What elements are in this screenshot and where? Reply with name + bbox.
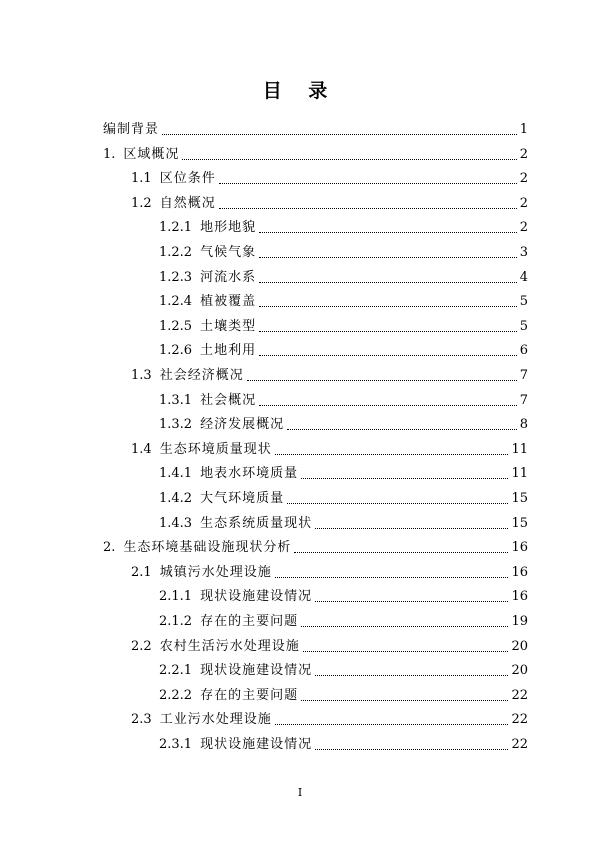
toc-entry[interactable] <box>159 237 528 261</box>
toc-entry-page: 11 <box>511 441 528 457</box>
toc-entry-number: 1.4.1 <box>159 466 193 482</box>
toc-dot-leader <box>162 133 517 135</box>
toc-dot-leader <box>275 723 509 725</box>
toc-entry-title: 经济发展概况 <box>200 417 285 433</box>
toc-entry-title: 工业污水处理设施 <box>159 712 272 728</box>
toc-entry[interactable] <box>159 729 528 753</box>
toc-entry-page: 15 <box>511 491 528 506</box>
toc-dot-leader <box>275 453 509 455</box>
toc-entry-number: 2.2.2 <box>159 687 193 703</box>
toc-entry-title: 编制背景 <box>103 122 160 137</box>
toc-entry-title: 生态系统质量现状 <box>200 515 313 531</box>
toc-entry-title: 土地利用 <box>200 343 257 359</box>
toc-entry-title: 河流水系 <box>200 269 257 285</box>
toc-entry[interactable] <box>103 139 528 163</box>
toc-entry[interactable] <box>131 557 528 581</box>
toc-dot-leader <box>259 404 517 406</box>
page-number: I <box>297 786 303 799</box>
toc-entry-number: 1. <box>103 146 116 162</box>
toc-entry[interactable] <box>103 532 528 556</box>
toc-entry-number: 2.1 <box>131 564 152 580</box>
toc-dot-leader <box>219 182 517 184</box>
toc-entry-page: 11 <box>511 466 528 482</box>
toc-entry-number: 1.2.4 <box>159 294 193 310</box>
toc-entry-page: 16 <box>511 564 528 580</box>
toc-entry[interactable] <box>159 311 528 335</box>
toc-entry-number: 1.4.3 <box>159 515 193 531</box>
toc-dot-leader <box>259 256 517 258</box>
toc-entry[interactable] <box>131 631 528 655</box>
toc-entry-page: 3 <box>519 245 528 260</box>
toc-entry-number: 1.3.1 <box>159 392 193 408</box>
toc-entry-title: 农村生活污水处理设施 <box>159 638 300 654</box>
toc-entry-number: 2.2.1 <box>159 663 193 679</box>
toc-entry-number: 2.3 <box>131 712 152 728</box>
toc-dot-leader <box>247 379 517 381</box>
toc-entry-number: 1.2.3 <box>159 269 193 285</box>
toc-entry-number: 2.3.1 <box>159 737 193 752</box>
toc-entry-number: 1.2.5 <box>159 318 193 334</box>
toc-dot-leader <box>315 600 508 602</box>
toc-dot-leader <box>301 625 508 627</box>
toc-entry-title: 生态环境质量现状 <box>159 441 272 457</box>
toc-entry[interactable] <box>159 458 528 482</box>
toc-dot-leader <box>301 699 508 701</box>
toc-dot-leader <box>315 527 508 529</box>
toc-entry-number: 1.3.2 <box>159 417 193 433</box>
toc-entry-page: 16 <box>511 589 528 605</box>
toc-entry[interactable] <box>131 188 528 212</box>
toc-dot-leader <box>219 207 517 209</box>
toc-entry-page: 5 <box>519 294 528 310</box>
toc-entry[interactable] <box>159 606 528 630</box>
toc-entry-title: 城镇污水处理设施 <box>159 564 272 580</box>
toc-title: 目 录 <box>262 80 338 102</box>
toc-entry-title: 生态环境基础设施现状分析 <box>123 540 292 556</box>
toc-dot-leader <box>259 305 517 307</box>
toc-dot-leader <box>294 551 508 553</box>
toc-entry-page: 22 <box>511 712 528 728</box>
toc-entry-page: 7 <box>519 392 528 408</box>
toc-entry-title: 地形地貌 <box>200 220 257 236</box>
toc-entry-number: 2.1.1 <box>159 589 193 605</box>
toc-entry-page: 7 <box>519 368 528 383</box>
toc-entry[interactable] <box>159 286 528 310</box>
toc-entry[interactable] <box>159 409 528 433</box>
toc-entry-title: 自然概况 <box>159 195 216 211</box>
toc-entry-page: 22 <box>511 737 528 752</box>
toc-dot-leader <box>301 477 508 479</box>
toc-entry-page: 16 <box>511 540 528 556</box>
toc-entry[interactable] <box>159 655 528 679</box>
toc-entry[interactable] <box>131 704 528 728</box>
toc-entry-title: 地表水环境质量 <box>200 466 299 482</box>
toc-entry[interactable] <box>131 163 528 187</box>
toc-dot-leader <box>287 502 508 504</box>
toc-dot-leader <box>182 158 516 160</box>
toc-entry-page: 19 <box>511 614 528 629</box>
toc-entry-title: 社会经济概况 <box>159 368 244 383</box>
toc-entry-title: 现状设施建设情况 <box>200 589 313 605</box>
toc-dot-leader <box>259 354 517 356</box>
toc-entry[interactable] <box>103 114 528 138</box>
toc-entry-page: 2 <box>519 171 528 187</box>
toc-entry-number: 1.2.1 <box>159 220 193 236</box>
toc-dot-leader <box>303 650 509 652</box>
toc-entry-page: 8 <box>519 417 528 433</box>
toc-entry-title: 植被覆盖 <box>200 294 257 310</box>
toc-entry-page: 20 <box>511 663 528 679</box>
toc-entry-page: 2 <box>519 146 528 162</box>
toc-entry-title: 存在的主要问题 <box>200 687 299 703</box>
toc-entry-page: 2 <box>519 220 528 236</box>
toc-entry-number: 1.4 <box>131 441 152 457</box>
toc-entry-title: 区位条件 <box>159 171 216 187</box>
toc-dot-leader <box>259 281 517 283</box>
toc-entry-page: 4 <box>519 269 528 285</box>
toc-entry-page: 2 <box>519 195 528 211</box>
toc-entry-number: 1.2 <box>131 195 152 211</box>
toc-dot-leader <box>259 330 517 332</box>
toc-entry[interactable] <box>159 508 528 532</box>
toc-dot-leader <box>275 576 509 578</box>
toc-entry[interactable] <box>131 360 528 384</box>
toc-entry-number: 1.2.6 <box>159 343 193 359</box>
toc-entry-title: 土壤类型 <box>200 318 257 334</box>
toc-entry[interactable] <box>159 581 528 605</box>
toc-dot-leader <box>315 748 508 750</box>
toc-entry[interactable] <box>131 434 528 458</box>
toc-entry-page: 22 <box>511 687 528 703</box>
toc-dot-leader <box>259 231 517 233</box>
toc-entry[interactable] <box>159 212 528 236</box>
toc-entry[interactable] <box>159 680 528 704</box>
toc-entry-number: 2. <box>103 540 116 556</box>
toc-entry-page: 15 <box>511 515 528 531</box>
toc-entry-number: 2.1.2 <box>159 614 193 629</box>
toc-entry-page: 5 <box>519 318 528 334</box>
toc-entry-page: 20 <box>511 638 528 654</box>
toc-entry-page: 1 <box>519 122 528 137</box>
toc-entry[interactable] <box>159 483 528 507</box>
toc-entry[interactable] <box>159 335 528 359</box>
toc-entry-number: 2.2 <box>131 638 152 654</box>
toc-entry-title: 区域概况 <box>123 146 180 162</box>
toc-entry-title: 气候气象 <box>200 245 257 260</box>
toc-entry-number: 1.4.2 <box>159 491 193 506</box>
toc-entry[interactable] <box>159 385 528 409</box>
toc-entry-title: 存在的主要问题 <box>200 614 299 629</box>
toc-entry-title: 现状设施建设情况 <box>200 663 313 679</box>
toc-dot-leader <box>287 428 517 430</box>
toc-entry-title: 社会概况 <box>200 392 257 408</box>
toc-entry-number: 1.3 <box>131 368 152 383</box>
toc-dot-leader <box>315 674 508 676</box>
toc-entry-title: 大气环境质量 <box>200 491 285 506</box>
toc-entry[interactable] <box>159 262 528 286</box>
toc-entry-title: 现状设施建设情况 <box>200 737 313 752</box>
toc-entry-number: 1.2.2 <box>159 245 193 260</box>
toc-entry-number: 1.1 <box>131 171 152 187</box>
toc-entry-page: 6 <box>519 343 528 359</box>
